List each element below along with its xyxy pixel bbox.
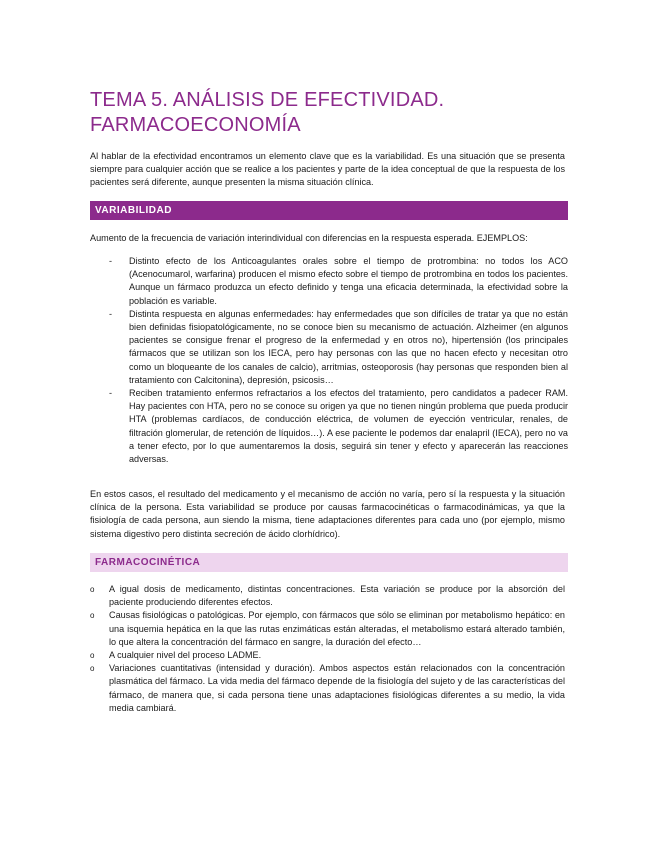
circle-bullet: o xyxy=(90,585,95,594)
list-item-text: Reciben tratamiento enfermos refractarios a los efectos del tratamiento, pero candidatos a padecer RAM. Hay pacientes con HTA, pero no se conoce su origen ya que no tienen ningún problema que pueda producir HTA (problemas cardíacos, de conducción eléctrica, de volumen de eyección ventricular, renales, de filtración glomerular, de retención de líquidos…). A ese paciente le podemos dar enalapril (IECA), pero no va a tener efecto, por lo que aumentaremos la dosis, seguirá sin tener y efecto y aparecerán las reacciones adversas. xyxy=(129,388,568,465)
intro-paragraph: Al hablar de la efectividad encontramos un elemento clave que es la variabilidad. Es una situación que se presenta siempre para cualquier acción que se realice a los pacientes y parte de la idea conceptual de que la respuesta de los pacientes será diferente, aunque presenten la misma situación clínica. xyxy=(90,151,565,188)
list-item xyxy=(90,649,565,662)
list-item xyxy=(90,387,568,466)
list-item xyxy=(90,583,565,609)
title-line-1: TEMA 5. ANÁLISIS DE EFECTIVIDAD. xyxy=(90,89,445,111)
page-title xyxy=(90,88,560,138)
list-item xyxy=(90,609,565,649)
title-line-2: FARMACOECONOMÍA xyxy=(90,114,301,136)
list-item-text: Variaciones cuantitativas (intensidad y duración). Ambos aspectos están relacionados con la concentración plasmática del fármaco. La vida media del fármaco depende de la fisiología del sujeto y de las características del fármaco, de manera que, si cada persona tiene unas adaptaciones fisiológicas diferentes a su medio, la vida media cambiará. xyxy=(109,663,565,713)
variabilidad-closing-paragraph: En estos casos, el resultado del medicamento y el mecanismo de acción no varía, pero sí la respuesta y la situación clínica de la persona. Esta variabilidad se produce por causas farmacocinéticas o farmacodinámicas, ya que la fisiología de cada persona, aun siendo la misma, tiene adaptaciones diferentes para cada uno (por ejemplo, mismo sistema digestivo pero distinta secreción de ácido clorhídrico). xyxy=(90,489,565,539)
farmacocinetica-list xyxy=(90,583,565,715)
circle-bullet: o xyxy=(90,664,95,674)
circle-bullet: o xyxy=(90,651,95,661)
dash-bullet: - xyxy=(109,308,113,319)
list-item xyxy=(90,308,568,387)
dash-bullet: - xyxy=(109,256,113,266)
dash-bullet: - xyxy=(109,388,113,399)
section-heading-variabilidad: VARIABILIDAD xyxy=(90,201,568,220)
list-item-text: A igual dosis de medicamento, distintas concentraciones. Esta variación se produce por la absorción del paciente produciendo diferentes efectos. xyxy=(109,584,565,608)
list-item-text: Distinto efecto de los Anticoagulantes orales sobre el tiempo de protrombina: no todos los ACO (Acenocumarol, warfarina) producen el mismo efecto sobre el tiempo de protrombina en todos los pacientes. Aunque un fármaco produzca un efecto definido y tenga una eficacia determinada, la efectividad sobre la población es variable. xyxy=(129,256,568,306)
section-heading-farmacocinetica: FARMACOCINÉTICA xyxy=(90,553,568,572)
list-item-text: A cualquier nivel del proceso LADME. xyxy=(109,650,262,661)
variabilidad-examples-list xyxy=(90,255,568,466)
list-item-text: Causas fisiológicas o patológicas. Por ejemplo, con fármacos que sólo se eliminan por metabolismo hepático: en una isquemia hepática en la que las rutas enzimáticas están alteradas, el metabolismo estará alterado también, lo que altera la concentración del fármaco en sangre, la duración del efecto… xyxy=(109,610,565,647)
list-item-text: Distinta respuesta en algunas enfermedades: hay enfermedades que son difíciles de tratar ya que no están bien definidas fisiopatológicamente, no se conoce bien su mecanismo de actuación. Alzheimer (en algunos pacientes se consigue frenar el progreso de la enfermedad y en otros no), hipertensión (los principales fármacos que se utilizan son los IECA, pero hay personas con las que no hacen efecto y necesitan otro como un bloqueante de los canales de calcio), arritmias, osteoporosis (hay personas que responden bien al tratamiento con Calcitonina), depresión, psicosis… xyxy=(129,308,568,385)
circle-bullet: o xyxy=(90,611,95,621)
list-item xyxy=(90,662,565,715)
variabilidad-lead: Aumento de la frecuencia de variación interindividual con diferencias en la respuesta esperada. EJEMPLOS: xyxy=(90,233,528,243)
list-item xyxy=(90,255,568,308)
